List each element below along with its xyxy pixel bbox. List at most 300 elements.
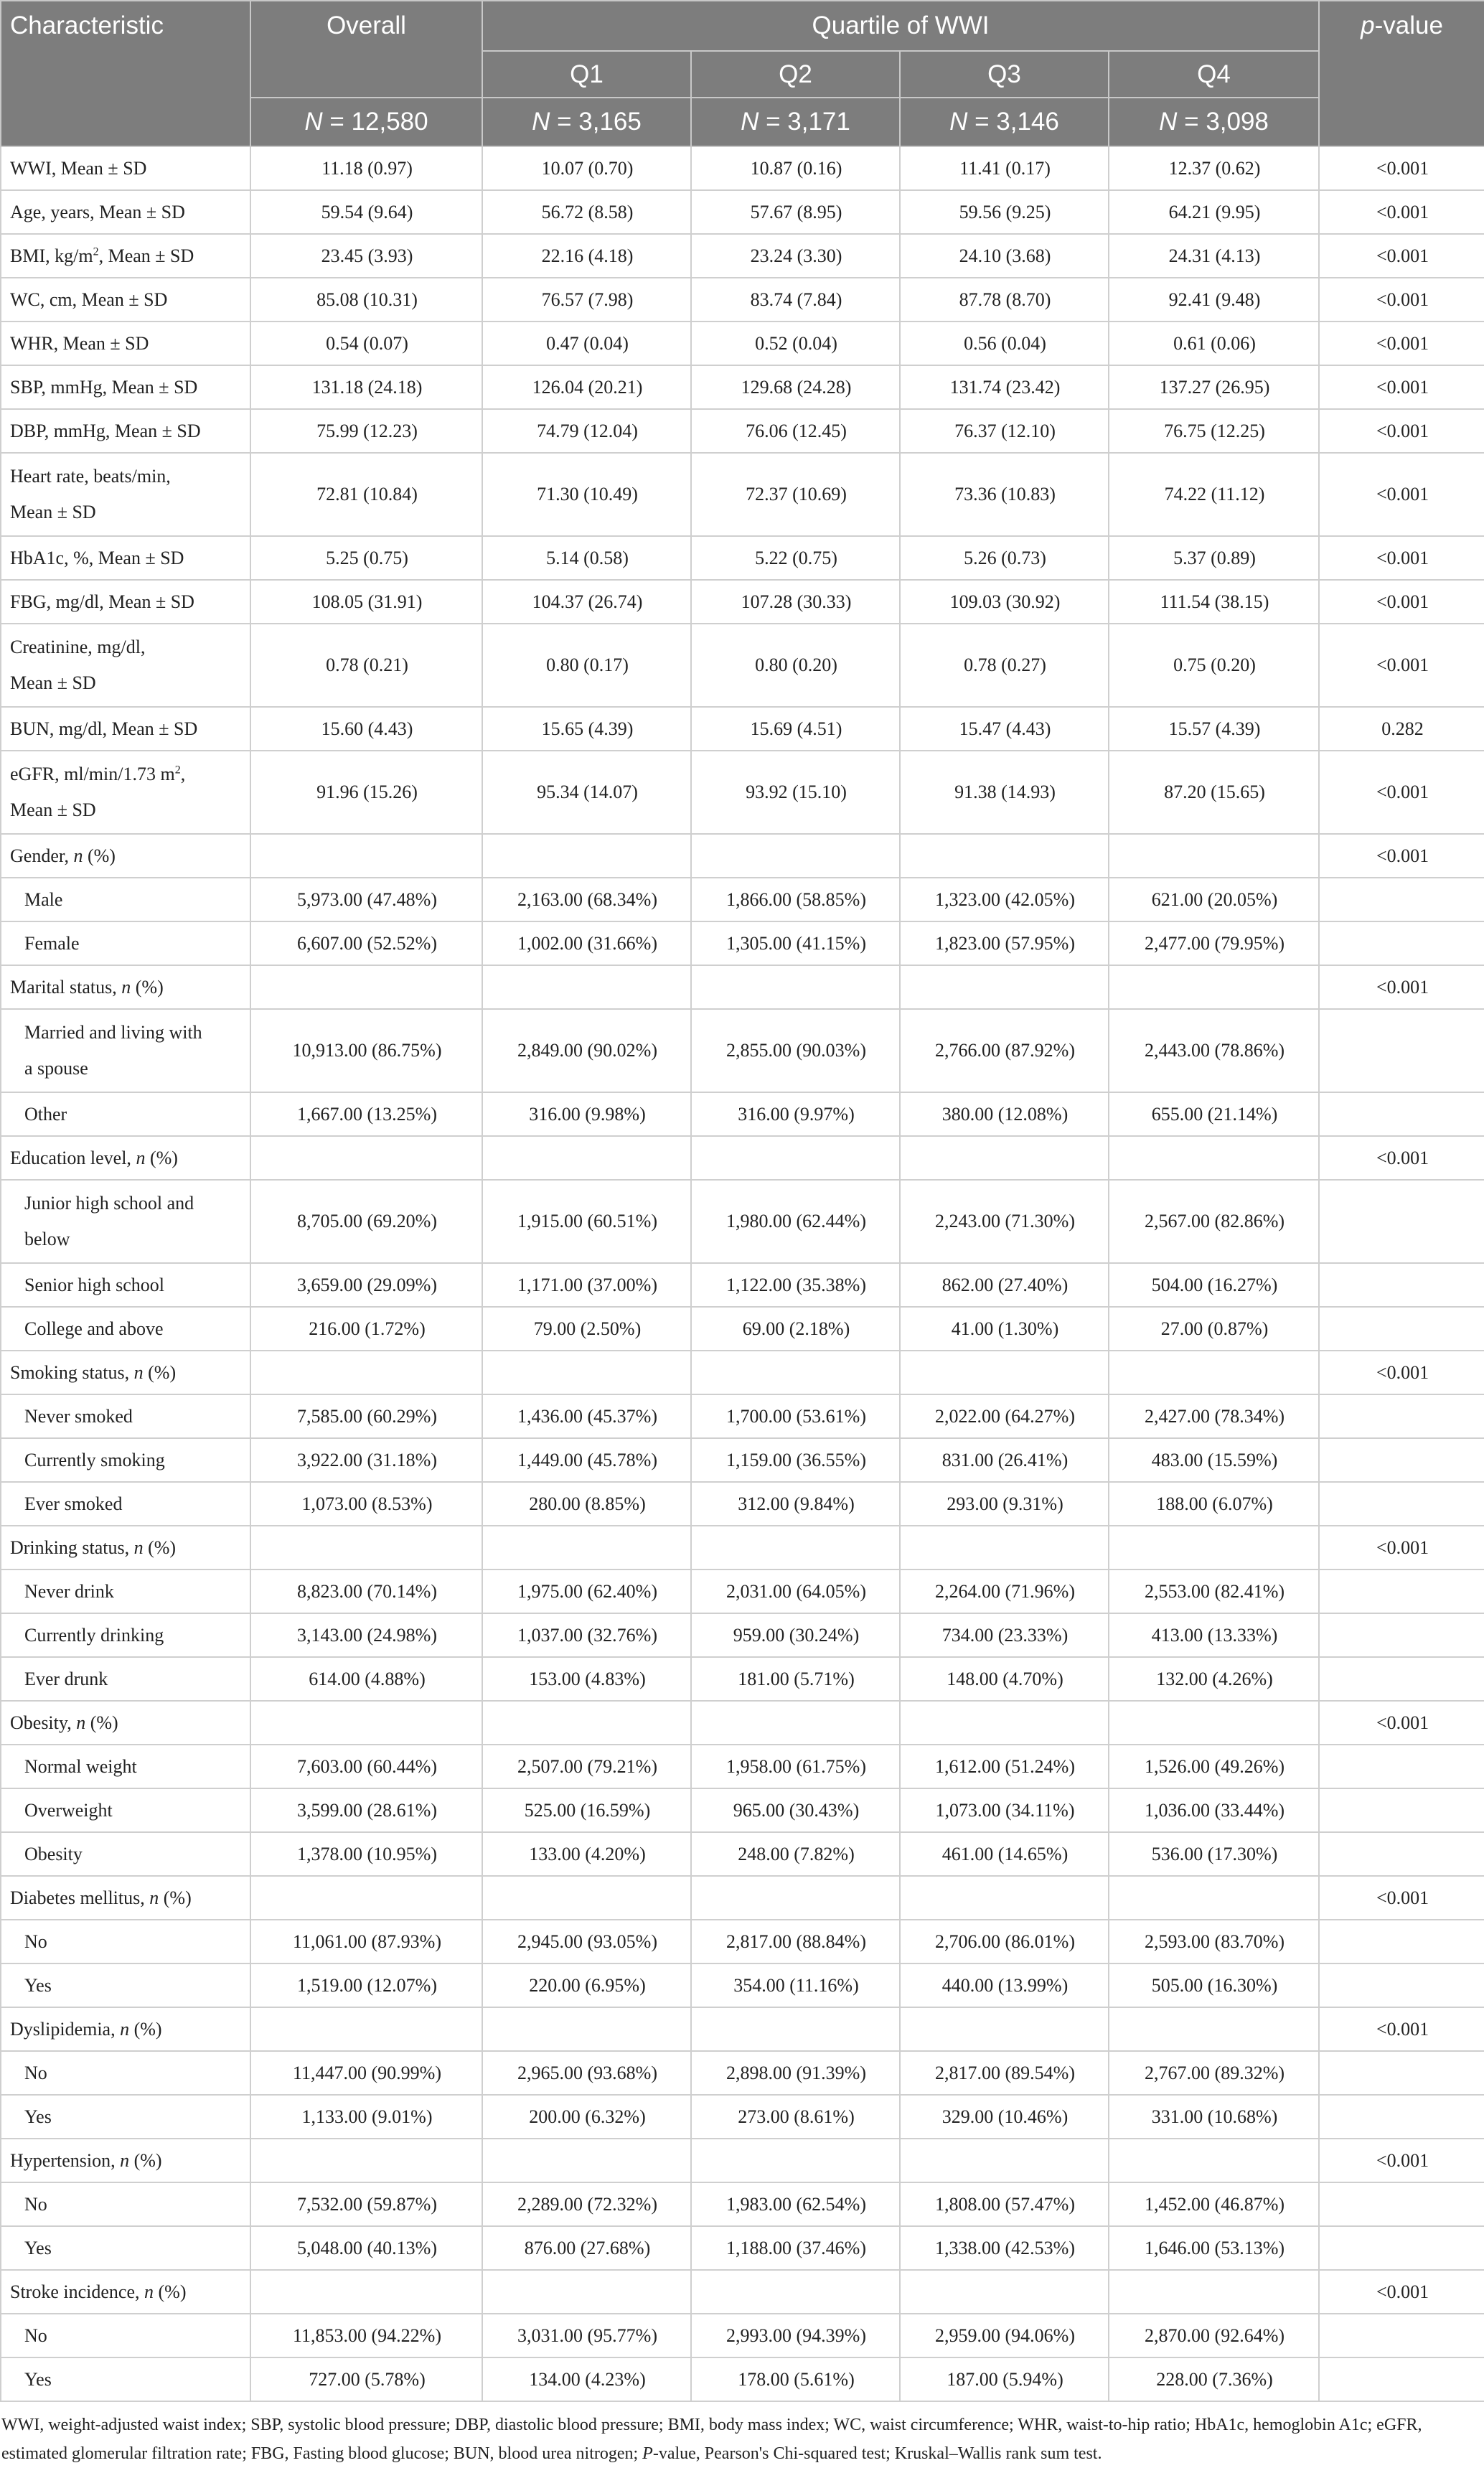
value-cell: 440.00 (13.99%)	[900, 1963, 1109, 2007]
value-cell: 1,323.00 (42.05%)	[900, 878, 1109, 921]
table-row	[1, 365, 1484, 409]
p-value-cell	[1319, 1009, 1484, 1092]
p-value-cell	[1319, 1307, 1484, 1351]
value-cell: 1,526.00 (49.26%)	[1109, 1745, 1319, 1788]
value-cell: 2,507.00 (79.21%)	[482, 1745, 691, 1788]
value-cell: 525.00 (16.59%)	[482, 1788, 691, 1832]
value-cell: 5.22 (0.75)	[691, 536, 900, 580]
empty-cell	[691, 2139, 900, 2182]
row-label: WWI, Mean ± SD	[1, 146, 250, 190]
value-cell: 76.06 (12.45)	[691, 409, 900, 453]
row-label: Yes	[1, 1963, 250, 2007]
value-cell: 5,973.00 (47.48%)	[250, 878, 482, 921]
value-cell: 11,853.00 (94.22%)	[250, 2314, 482, 2357]
value-cell: 965.00 (30.43%)	[691, 1788, 900, 1832]
value-cell: 1,975.00 (62.40%)	[482, 1570, 691, 1613]
value-cell: 131.18 (24.18)	[250, 365, 482, 409]
value-cell: 15.57 (4.39)	[1109, 707, 1319, 751]
value-cell: 734.00 (23.33%)	[900, 1613, 1109, 1657]
p-value-cell	[1319, 2314, 1484, 2357]
table-row	[1, 1570, 1484, 1613]
table-row	[1, 2314, 1484, 2357]
p-value-cell	[1319, 1180, 1484, 1263]
empty-cell	[691, 1701, 900, 1745]
value-cell: 85.08 (10.31)	[250, 278, 482, 322]
row-label: eGFR, ml/min/1.73 $m^2$, Mean ± SD	[1, 751, 250, 834]
empty-cell	[482, 1351, 691, 1394]
table-row	[1, 1832, 1484, 1876]
table-footnote: WWI, weight-adjusted waist index; SBP, systolic blood pressure; DBP, diastolic blood pressure; BMI, body mass index; WC, waist circumference; WHR, waist-to-hip ratio; HbA1c, hemoglobin A1c; eGFR, estimated glomerular filtration rate; FBG, Fasting blood glucose; BUN, blood urea nitrogen; P-value, Pearson's Chi-squared test; Kruskal–Wallis rank sum test.	[1, 2416, 1422, 2463]
value-cell: 504.00 (16.27%)	[1109, 1263, 1319, 1307]
value-cell: 107.28 (30.33)	[691, 580, 900, 624]
p-value-cell	[1319, 1092, 1484, 1136]
empty-cell	[691, 1526, 900, 1570]
value-cell: 2,817.00 (88.84%)	[691, 1920, 900, 1963]
p-value-cell	[1319, 2226, 1484, 2270]
value-cell: 614.00 (4.88%)	[250, 1657, 482, 1701]
value-cell: 95.34 (14.07)	[482, 751, 691, 834]
empty-cell	[900, 1526, 1109, 1570]
row-label: Senior high school	[1, 1263, 250, 1307]
value-cell: 10.07 (0.70)	[482, 146, 691, 190]
value-cell: 57.67 (8.95)	[691, 190, 900, 234]
header-q3: Q3	[900, 51, 1109, 98]
row-label: Gender, n (%)	[1, 834, 250, 878]
value-cell: 316.00 (9.97%)	[691, 1092, 900, 1136]
value-cell: 483.00 (15.59%)	[1109, 1438, 1319, 1482]
header-n-q4: N = 3,098	[1109, 98, 1319, 146]
value-cell: 0.80 (0.20)	[691, 624, 900, 707]
empty-cell	[691, 1136, 900, 1180]
value-cell: 76.57 (7.98)	[482, 278, 691, 322]
value-cell: 1,036.00 (33.44%)	[1109, 1788, 1319, 1832]
empty-cell	[1109, 1876, 1319, 1920]
value-cell: 23.45 (3.93)	[250, 234, 482, 278]
row-label: Obesity	[1, 1832, 250, 1876]
row-label: Male	[1, 878, 250, 921]
value-cell: 87.78 (8.70)	[900, 278, 1109, 322]
value-cell: 1,667.00 (13.25%)	[250, 1092, 482, 1136]
p-value-cell: <0.001	[1319, 2007, 1484, 2051]
value-cell: 129.68 (24.28)	[691, 365, 900, 409]
p-value-cell	[1319, 1832, 1484, 1876]
value-cell: 876.00 (27.68%)	[482, 2226, 691, 2270]
value-cell: 331.00 (10.68%)	[1109, 2095, 1319, 2139]
value-cell: 0.80 (0.17)	[482, 624, 691, 707]
p-value-cell	[1319, 1788, 1484, 1832]
p-value-cell: 0.282	[1319, 707, 1484, 751]
p-value-cell: <0.001	[1319, 2270, 1484, 2314]
table-row	[1, 1613, 1484, 1657]
section-row	[1, 965, 1484, 1009]
p-value-cell	[1319, 2357, 1484, 2401]
row-label: No	[1, 2314, 250, 2357]
value-cell: 1,133.00 (9.01%)	[250, 2095, 482, 2139]
p-value-cell	[1319, 1482, 1484, 1526]
empty-cell	[900, 1876, 1109, 1920]
value-cell: 0.75 (0.20)	[1109, 624, 1319, 707]
value-cell: 413.00 (13.33%)	[1109, 1613, 1319, 1657]
section-row	[1, 2139, 1484, 2182]
p-value-cell	[1319, 1394, 1484, 1438]
empty-cell	[691, 965, 900, 1009]
row-label: Never drink	[1, 1570, 250, 1613]
empty-cell	[1109, 2007, 1319, 2051]
value-cell: 3,659.00 (29.09%)	[250, 1263, 482, 1307]
header-n-q3: N = 3,146	[900, 98, 1109, 146]
table-row	[1, 1263, 1484, 1307]
empty-cell	[1109, 1701, 1319, 1745]
empty-cell	[1109, 965, 1319, 1009]
value-cell: 2,022.00 (64.27%)	[900, 1394, 1109, 1438]
value-cell: 1,980.00 (62.44%)	[691, 1180, 900, 1263]
table-row	[1, 2357, 1484, 2401]
p-value-cell: <0.001	[1319, 1876, 1484, 1920]
table-header	[1, 1, 1484, 146]
p-value-cell	[1319, 1438, 1484, 1482]
value-cell: 0.78 (0.27)	[900, 624, 1109, 707]
empty-cell	[900, 834, 1109, 878]
value-cell: 1,378.00 (10.95%)	[250, 1832, 482, 1876]
table-row	[1, 2182, 1484, 2226]
value-cell: 8,705.00 (69.20%)	[250, 1180, 482, 1263]
empty-cell	[482, 2007, 691, 2051]
empty-cell	[900, 1701, 1109, 1745]
value-cell: 2,163.00 (68.34%)	[482, 878, 691, 921]
row-label: Drinking status, n (%)	[1, 1526, 250, 1570]
value-cell: 79.00 (2.50%)	[482, 1307, 691, 1351]
value-cell: 181.00 (5.71%)	[691, 1657, 900, 1701]
empty-cell	[482, 1701, 691, 1745]
p-value-cell: <0.001	[1319, 1136, 1484, 1180]
table-row	[1, 1438, 1484, 1482]
empty-cell	[482, 1526, 691, 1570]
value-cell: 15.60 (4.43)	[250, 707, 482, 751]
value-cell: 87.20 (15.65)	[1109, 751, 1319, 834]
table-row	[1, 190, 1484, 234]
value-cell: 108.05 (31.91)	[250, 580, 482, 624]
value-cell: 2,870.00 (92.64%)	[1109, 2314, 1319, 2357]
row-label: Yes	[1, 2095, 250, 2139]
table-row	[1, 878, 1484, 921]
p-value-cell	[1319, 1263, 1484, 1307]
table-row	[1, 2051, 1484, 2095]
value-cell: 92.41 (9.48)	[1109, 278, 1319, 322]
value-cell: 3,143.00 (24.98%)	[250, 1613, 482, 1657]
row-label: Dyslipidemia, n (%)	[1, 2007, 250, 2051]
value-cell: 2,817.00 (89.54%)	[900, 2051, 1109, 2095]
table-row	[1, 580, 1484, 624]
empty-cell	[482, 965, 691, 1009]
header-q1: Q1	[482, 51, 691, 98]
row-label: Normal weight	[1, 1745, 250, 1788]
value-cell: 461.00 (14.65%)	[900, 1832, 1109, 1876]
value-cell: 5.26 (0.73)	[900, 536, 1109, 580]
value-cell: 74.79 (12.04)	[482, 409, 691, 453]
value-cell: 6,607.00 (52.52%)	[250, 921, 482, 965]
value-cell: 72.81 (10.84)	[250, 453, 482, 536]
value-cell: 12.37 (0.62)	[1109, 146, 1319, 190]
value-cell: 0.54 (0.07)	[250, 322, 482, 365]
value-cell: 1,436.00 (45.37%)	[482, 1394, 691, 1438]
row-label: Never smoked	[1, 1394, 250, 1438]
value-cell: 188.00 (6.07%)	[1109, 1482, 1319, 1526]
empty-cell	[250, 2007, 482, 2051]
value-cell: 7,603.00 (60.44%)	[250, 1745, 482, 1788]
p-value-cell: <0.001	[1319, 146, 1484, 190]
header-q2: Q2	[691, 51, 900, 98]
empty-cell	[250, 1876, 482, 1920]
value-cell: 83.74 (7.84)	[691, 278, 900, 322]
header-n-q1: N = 3,165	[482, 98, 691, 146]
row-label: Creatinine, mg/dl, Mean ± SD	[1, 624, 250, 707]
value-cell: 959.00 (30.24%)	[691, 1613, 900, 1657]
row-label: Stroke incidence, n (%)	[1, 2270, 250, 2314]
p-value-cell: <0.001	[1319, 234, 1484, 278]
value-cell: 831.00 (26.41%)	[900, 1438, 1109, 1482]
empty-cell	[482, 1136, 691, 1180]
empty-cell	[250, 1701, 482, 1745]
empty-cell	[1109, 1526, 1319, 1570]
table-row	[1, 278, 1484, 322]
value-cell: 11.41 (0.17)	[900, 146, 1109, 190]
empty-cell	[900, 2270, 1109, 2314]
table-row	[1, 536, 1484, 580]
value-cell: 2,243.00 (71.30%)	[900, 1180, 1109, 1263]
row-label: Diabetes mellitus, n (%)	[1, 1876, 250, 1920]
value-cell: 0.47 (0.04)	[482, 322, 691, 365]
value-cell: 133.00 (4.20%)	[482, 1832, 691, 1876]
row-label: Yes	[1, 2226, 250, 2270]
header-quartile-group: Quartile of WWI	[482, 1, 1319, 51]
value-cell: 0.61 (0.06)	[1109, 322, 1319, 365]
value-cell: 69.00 (2.18%)	[691, 1307, 900, 1351]
row-label: Female	[1, 921, 250, 965]
value-cell: 187.00 (5.94%)	[900, 2357, 1109, 2401]
value-cell: 2,706.00 (86.01%)	[900, 1920, 1109, 1963]
value-cell: 1,171.00 (37.00%)	[482, 1263, 691, 1307]
value-cell: 7,585.00 (60.29%)	[250, 1394, 482, 1438]
value-cell: 1,519.00 (12.07%)	[250, 1963, 482, 2007]
header-p-value: p-value	[1319, 1, 1484, 146]
p-value-cell	[1319, 1920, 1484, 1963]
row-label: College and above	[1, 1307, 250, 1351]
p-value-cell	[1319, 2051, 1484, 2095]
row-label: Yes	[1, 2357, 250, 2401]
value-cell: 1,866.00 (58.85%)	[691, 878, 900, 921]
value-cell: 1,037.00 (32.76%)	[482, 1613, 691, 1657]
value-cell: 73.36 (10.83)	[900, 453, 1109, 536]
value-cell: 2,767.00 (89.32%)	[1109, 2051, 1319, 2095]
value-cell: 109.03 (30.92)	[900, 580, 1109, 624]
p-value-cell: <0.001	[1319, 190, 1484, 234]
row-label: Ever drunk	[1, 1657, 250, 1701]
value-cell: 2,593.00 (83.70%)	[1109, 1920, 1319, 1963]
value-cell: 8,823.00 (70.14%)	[250, 1570, 482, 1613]
empty-cell	[900, 965, 1109, 1009]
value-cell: 621.00 (20.05%)	[1109, 878, 1319, 921]
row-label: SBP, mmHg, Mean ± SD	[1, 365, 250, 409]
value-cell: 91.96 (15.26)	[250, 751, 482, 834]
value-cell: 1,305.00 (41.15%)	[691, 921, 900, 965]
value-cell: 228.00 (7.36%)	[1109, 2357, 1319, 2401]
row-label: No	[1, 1920, 250, 1963]
table-row	[1, 1745, 1484, 1788]
value-cell: 153.00 (4.83%)	[482, 1657, 691, 1701]
value-cell: 3,599.00 (28.61%)	[250, 1788, 482, 1832]
value-cell: 0.78 (0.21)	[250, 624, 482, 707]
row-label: DBP, mmHg, Mean ± SD	[1, 409, 250, 453]
value-cell: 1,073.00 (34.11%)	[900, 1788, 1109, 1832]
value-cell: 64.21 (9.95)	[1109, 190, 1319, 234]
row-label: Hypertension, n (%)	[1, 2139, 250, 2182]
row-label: Married and living with a spouse	[1, 1009, 250, 1092]
value-cell: 2,766.00 (87.92%)	[900, 1009, 1109, 1092]
value-cell: 75.99 (12.23)	[250, 409, 482, 453]
p-value-cell: <0.001	[1319, 1526, 1484, 1570]
table-row	[1, 707, 1484, 751]
value-cell: 134.00 (4.23%)	[482, 2357, 691, 2401]
table-row	[1, 146, 1484, 190]
value-cell: 93.92 (15.10)	[691, 751, 900, 834]
table-row	[1, 921, 1484, 965]
empty-cell	[1109, 1351, 1319, 1394]
value-cell: 1,452.00 (46.87%)	[1109, 2182, 1319, 2226]
empty-cell	[900, 2139, 1109, 2182]
value-cell: 5.37 (0.89)	[1109, 536, 1319, 580]
row-label: HbA1c, %, Mean ± SD	[1, 536, 250, 580]
p-value-cell: <0.001	[1319, 409, 1484, 453]
value-cell: 380.00 (12.08%)	[900, 1092, 1109, 1136]
value-cell: 24.31 (4.13)	[1109, 234, 1319, 278]
value-cell: 2,427.00 (78.34%)	[1109, 1394, 1319, 1438]
value-cell: 1,958.00 (61.75%)	[691, 1745, 900, 1788]
empty-cell	[1109, 2270, 1319, 2314]
table-row	[1, 2226, 1484, 2270]
row-label: Smoking status, n (%)	[1, 1351, 250, 1394]
header-characteristic: Characteristic	[1, 1, 250, 146]
value-cell: 132.00 (4.26%)	[1109, 1657, 1319, 1701]
empty-cell	[482, 2139, 691, 2182]
value-cell: 220.00 (6.95%)	[482, 1963, 691, 2007]
value-cell: 11,447.00 (90.99%)	[250, 2051, 482, 2095]
value-cell: 312.00 (9.84%)	[691, 1482, 900, 1526]
row-label: Junior high school and below	[1, 1180, 250, 1263]
value-cell: 0.56 (0.04)	[900, 322, 1109, 365]
row-label: Currently smoking	[1, 1438, 250, 1482]
table-row	[1, 1482, 1484, 1526]
section-row	[1, 1876, 1484, 1920]
value-cell: 11,061.00 (87.93%)	[250, 1920, 482, 1963]
value-cell: 1,646.00 (53.13%)	[1109, 2226, 1319, 2270]
row-label: BUN, mg/dl, Mean ± SD	[1, 707, 250, 751]
value-cell: 216.00 (1.72%)	[250, 1307, 482, 1351]
value-cell: 76.37 (12.10)	[900, 409, 1109, 453]
empty-cell	[250, 2139, 482, 2182]
empty-cell	[900, 1351, 1109, 1394]
value-cell: 1,188.00 (37.46%)	[691, 2226, 900, 2270]
empty-cell	[250, 1351, 482, 1394]
table-row	[1, 1307, 1484, 1351]
p-value-cell	[1319, 1613, 1484, 1657]
value-cell: 293.00 (9.31%)	[900, 1482, 1109, 1526]
value-cell: 23.24 (3.30)	[691, 234, 900, 278]
value-cell: 3,922.00 (31.18%)	[250, 1438, 482, 1482]
table-row	[1, 1963, 1484, 2007]
p-value-cell: <0.001	[1319, 751, 1484, 834]
value-cell: 1,983.00 (62.54%)	[691, 2182, 900, 2226]
value-cell: 2,567.00 (82.86%)	[1109, 1180, 1319, 1263]
table-row	[1, 1180, 1484, 1263]
value-cell: 2,945.00 (93.05%)	[482, 1920, 691, 1963]
p-value-cell: <0.001	[1319, 322, 1484, 365]
empty-cell	[250, 834, 482, 878]
table-row	[1, 1092, 1484, 1136]
value-cell: 10,913.00 (86.75%)	[250, 1009, 482, 1092]
section-row	[1, 834, 1484, 878]
value-cell: 2,965.00 (93.68%)	[482, 2051, 691, 2095]
header-q4: Q4	[1109, 51, 1319, 98]
value-cell: 27.00 (0.87%)	[1109, 1307, 1319, 1351]
empty-cell	[1109, 2139, 1319, 2182]
row-label: BMI, $kg/m^2$, Mean ± SD	[1, 234, 250, 278]
value-cell: 59.54 (9.64)	[250, 190, 482, 234]
row-label: Age, years, Mean ± SD	[1, 190, 250, 234]
empty-cell	[691, 1876, 900, 1920]
p-value-cell: <0.001	[1319, 1701, 1484, 1745]
value-cell: 1,808.00 (57.47%)	[900, 2182, 1109, 2226]
value-cell: 536.00 (17.30%)	[1109, 1832, 1319, 1876]
value-cell: 11.18 (0.97)	[250, 146, 482, 190]
value-cell: 5.25 (0.75)	[250, 536, 482, 580]
header-overall: Overall	[250, 1, 482, 98]
row-label: WHR, Mean ± SD	[1, 322, 250, 365]
row-label: Obesity, n (%)	[1, 1701, 250, 1745]
value-cell: 71.30 (10.49)	[482, 453, 691, 536]
value-cell: 91.38 (14.93)	[900, 751, 1109, 834]
value-cell: 56.72 (8.58)	[482, 190, 691, 234]
empty-cell	[900, 2007, 1109, 2051]
value-cell: 7,532.00 (59.87%)	[250, 2182, 482, 2226]
p-value-cell	[1319, 1963, 1484, 2007]
value-cell: 316.00 (9.98%)	[482, 1092, 691, 1136]
value-cell: 1,338.00 (42.53%)	[900, 2226, 1109, 2270]
row-label: Other	[1, 1092, 250, 1136]
value-cell: 329.00 (10.46%)	[900, 2095, 1109, 2139]
section-row	[1, 1351, 1484, 1394]
p-value-cell: <0.001	[1319, 834, 1484, 878]
value-cell: 727.00 (5.78%)	[250, 2357, 482, 2401]
p-value-cell	[1319, 1745, 1484, 1788]
row-label: Marital status, n (%)	[1, 965, 250, 1009]
table-row	[1, 322, 1484, 365]
p-value-cell	[1319, 921, 1484, 965]
value-cell: 2,898.00 (91.39%)	[691, 2051, 900, 2095]
value-cell: 1,700.00 (53.61%)	[691, 1394, 900, 1438]
value-cell: 1,073.00 (8.53%)	[250, 1482, 482, 1526]
table-row	[1, 1920, 1484, 1963]
section-row	[1, 1136, 1484, 1180]
value-cell: 862.00 (27.40%)	[900, 1263, 1109, 1307]
value-cell: 15.65 (4.39)	[482, 707, 691, 751]
empty-cell	[1109, 834, 1319, 878]
p-value-cell: <0.001	[1319, 453, 1484, 536]
empty-cell	[482, 834, 691, 878]
empty-cell	[691, 834, 900, 878]
p-value-cell: <0.001	[1319, 965, 1484, 1009]
row-label: No	[1, 2051, 250, 2095]
value-cell: 74.22 (11.12)	[1109, 453, 1319, 536]
